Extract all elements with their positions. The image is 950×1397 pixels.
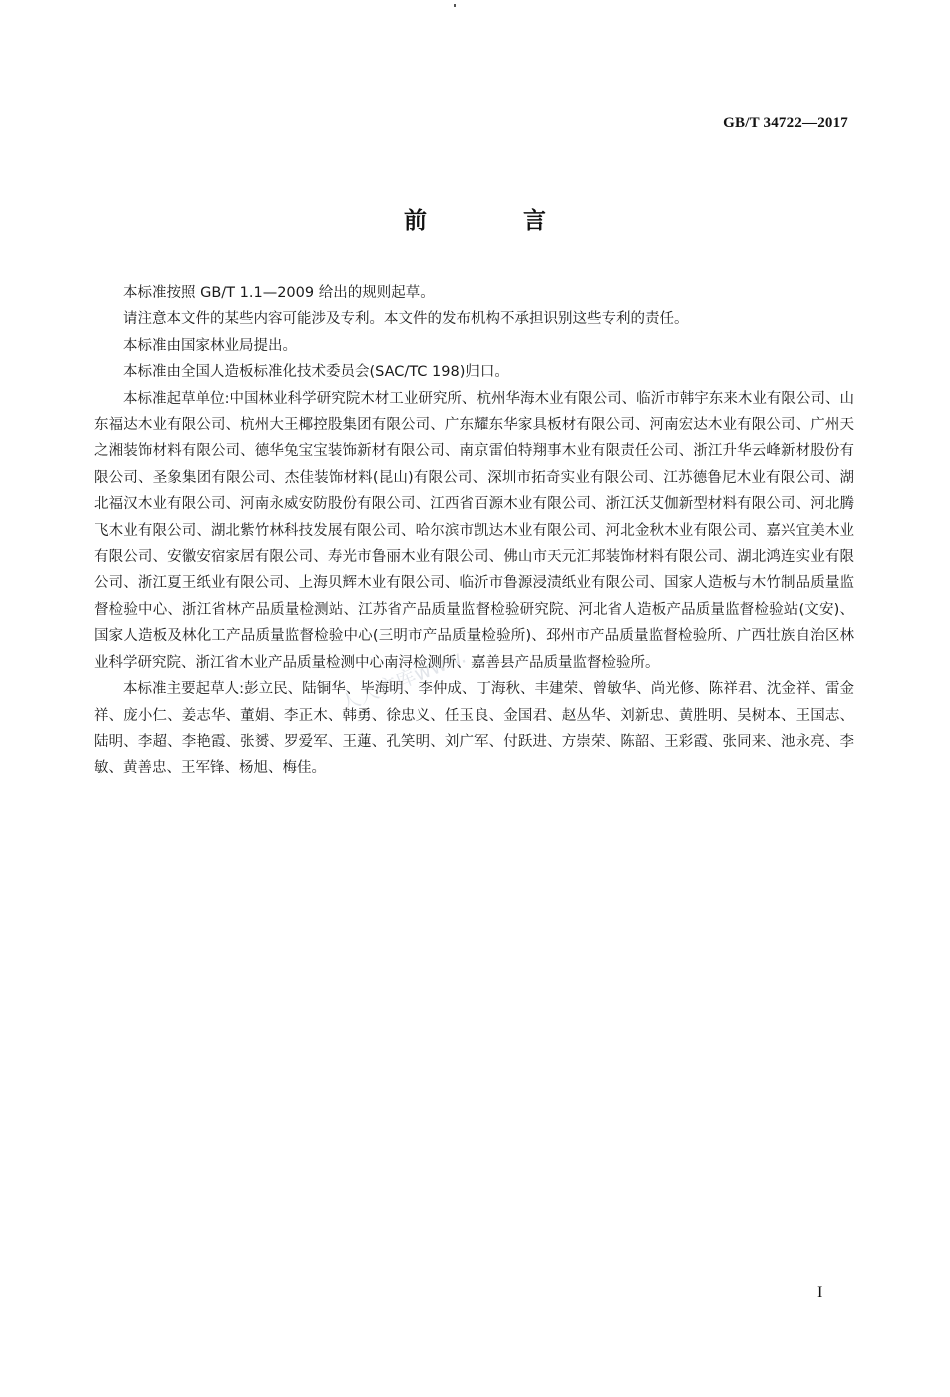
paragraph-drafting-units: 本标准起草单位:中国林业科学研究院木材工业研究所、杭州华海木业有限公司、临沂市韩宇东来木业有限公司、山东福达木业有限公司、杭州大王椰控股集团有限公司、广东耀东华家具板材有限公司、河南宏达木业有限公司、广州天之湘装饰材料有限公司、德华兔宝宝装饰新材有限公司、南京雷伯特翔事木业有限责任公司、浙江升华云峰新材股份有限公司、圣象集团有限公司、杰佳装饰材料(昆山)有限公司、深圳市拓奇实业有限公司、江苏德鲁尼木业有限公司、湖北福汉木业有限公司、河南永威安防股份有限公司、江西省百源木业有限公司、浙江沃艾伽新型材料有限公司、河北腾飞木业有限公司、湖北紫竹林科技发展有限公司、哈尔滨市凯达木业有限公司、河北金秋木业有限公司、嘉兴宜美木业有限公司、安徽安宿家居有限公司、寿光市鲁丽木业有限公司、佛山市天元汇邦装饰材料有限公司、湖北鸿连实业有限公司、浙江夏王纸业有限公司、上海贝辉木业有限公司、临沂市鲁源浸渍纸业有限公司、国家人造板与木竹制品质量监督检验中心、浙江省林产品质量检测站、江苏省产品质量监督检验研究院、河北省人造板产品质量监督检验站(文安)、国家人造板及林化工产品质量监督检验中心(三明市产品质量检验所)、邳州市产品质量监督检验所、广西壮族自治区林业科学研究院、浙江省木业产品质量检测中心南浔检测所、嘉善县产品质量监督检验所。 — [94, 390, 854, 671]
watermark: 人人文库www. — [336, 643, 470, 716]
paragraph-drafters: 本标准主要起草人:彭立民、陆铜华、毕海明、李仲成、丁海秋、丰建荣、曾敏华、尚光修、陈祥君、沈金祥、雷金祥、庞小仁、姜志华、董娟、李正木、韩勇、徐忠义、任玉良、金国君、赵丛华、刘新忠、黄胜明、吴树本、王国志、陆明、李超、李艳霞、张赟、罗爱军、王蓮、孔笑明、刘广军、付跃进、方崇荣、陈韶、王彩霞、张同来、池永亮、李敏、黄善忠、王军锋、杨旭、梅佳。 — [94, 681, 854, 777]
standard-code: GB/T 34722—2017 — [723, 115, 848, 131]
page-number: I — [817, 1284, 823, 1301]
paragraph-drafting-rules: 本标准按照 GB/T 1.1—2009 给出的规则起草。 — [123, 285, 435, 301]
paragraph-patent-notice: 请注意本文件的某些内容可能涉及专利。本文件的发布机构不承担识别这些专利的责任。 — [123, 311, 689, 328]
scan-mark — [454, 4, 456, 7]
paragraph-proposed-by: 本标准由国家林业局提出。 — [123, 337, 297, 354]
foreword-body — [94, 280, 854, 782]
page-title: 前 言 — [403, 208, 590, 234]
paragraph-centralized-by: 本标准由全国人造板标准化技术委员会(SAC/TC 198)归口。 — [123, 364, 509, 381]
